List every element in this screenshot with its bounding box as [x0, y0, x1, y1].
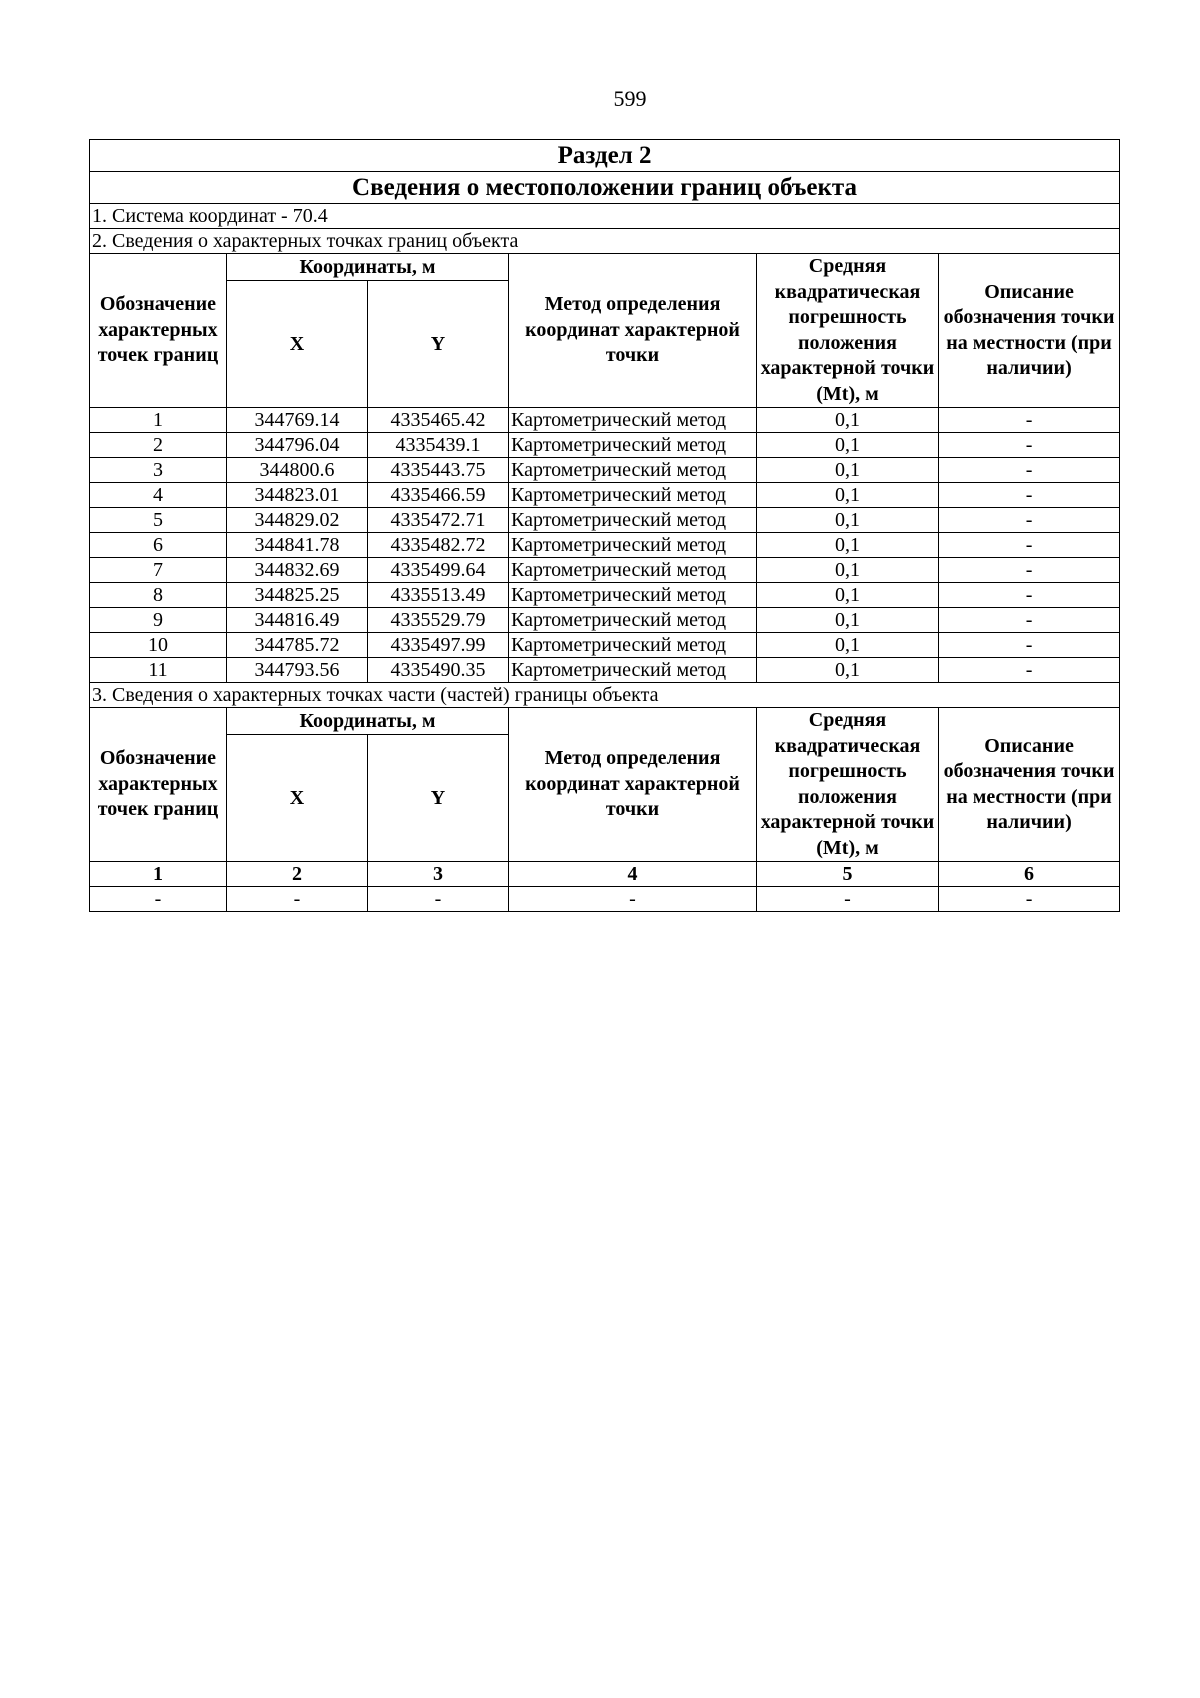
table-row [90, 608, 1120, 633]
header-method: Метод определения координат характерной точки [509, 708, 757, 862]
description-cell: - [939, 408, 1120, 433]
method-cell: Картометрический метод [509, 458, 757, 483]
y-coordinate-cell: 4335466.59 [368, 483, 509, 508]
section-title: Раздел 2 [90, 140, 1120, 172]
description-cell: - [939, 608, 1120, 633]
description-cell: - [939, 458, 1120, 483]
point-number-cell: 11 [90, 658, 227, 683]
table-row [90, 408, 1120, 433]
method-cell: Картометрический метод [509, 483, 757, 508]
x-coordinate-cell: 344841.78 [227, 533, 368, 558]
header-description: Описание обозначения точки на местности (при наличии) [939, 708, 1120, 862]
header-y: Y [368, 281, 509, 408]
header-mean-error: Средняя квадратическая погрешность положения характерной точки (Mt), м [757, 708, 939, 862]
section-subtitle: Сведения о местоположении границ объекта [90, 172, 1120, 204]
method-cell: Картометрический метод [509, 608, 757, 633]
x-coordinate-cell: - [227, 887, 368, 912]
page-number: 599 [613, 86, 647, 111]
column-number: 5 [757, 862, 939, 887]
description-cell: - [939, 533, 1120, 558]
x-coordinate-cell: 344829.02 [227, 508, 368, 533]
section-3-heading: 3. Сведения о характерных точках части (частей) границы объекта [90, 683, 1120, 708]
method-cell: Картометрический метод [509, 558, 757, 583]
point-number-cell: 9 [90, 608, 227, 633]
mean-error-cell: 0,1 [757, 583, 939, 608]
mean-error-cell: 0,1 [757, 658, 939, 683]
description-cell: - [939, 633, 1120, 658]
point-number-cell: 3 [90, 458, 227, 483]
mean-error-cell: 0,1 [757, 408, 939, 433]
section-2-heading: 2. Сведения о характерных точках границ объекта [90, 229, 1120, 254]
header-point-designation: Обозначение характерных точек границ [90, 708, 227, 862]
y-coordinate-cell: 4335465.42 [368, 408, 509, 433]
point-number-cell: 5 [90, 508, 227, 533]
table-row [90, 508, 1120, 533]
y-coordinate-cell: 4335490.35 [368, 658, 509, 683]
table-row [90, 558, 1120, 583]
header-description: Описание обозначения точки на местности (при наличии) [939, 254, 1120, 408]
coordinate-system: 1. Система координат - 70.4 [90, 204, 1120, 229]
mean-error-cell: - [757, 887, 939, 912]
x-coordinate-cell: 344825.25 [227, 583, 368, 608]
method-cell: Картометрический метод [509, 583, 757, 608]
boundary-table [89, 139, 1120, 912]
y-coordinate-cell: - [368, 887, 509, 912]
point-number-cell: 1 [90, 408, 227, 433]
header-coordinates: Координаты, м [227, 254, 509, 281]
mean-error-cell: 0,1 [757, 533, 939, 558]
point-number-cell: 6 [90, 533, 227, 558]
x-coordinate-cell: 344832.69 [227, 558, 368, 583]
x-coordinate-cell: 344793.56 [227, 658, 368, 683]
x-coordinate-cell: 344785.72 [227, 633, 368, 658]
header-y: Y [368, 735, 509, 862]
description-cell: - [939, 558, 1120, 583]
method-cell: Картометрический метод [509, 408, 757, 433]
description-cell: - [939, 433, 1120, 458]
y-coordinate-cell: 4335482.72 [368, 533, 509, 558]
y-coordinate-cell: 4335443.75 [368, 458, 509, 483]
column-number: 4 [509, 862, 757, 887]
point-number-cell: 7 [90, 558, 227, 583]
column-number: 3 [368, 862, 509, 887]
method-cell: Картометрический метод [509, 633, 757, 658]
table-row [90, 887, 1120, 912]
point-number-cell: 10 [90, 633, 227, 658]
column-number: 1 [90, 862, 227, 887]
description-cell: - [939, 583, 1120, 608]
column-number: 6 [939, 862, 1120, 887]
header-point-designation: Обозначение характерных точек границ [90, 254, 227, 408]
header-mean-error: Средняя квадратическая погрешность положения характерной точки (Mt), м [757, 254, 939, 408]
header-x: X [227, 281, 368, 408]
mean-error-cell: 0,1 [757, 458, 939, 483]
mean-error-cell: 0,1 [757, 633, 939, 658]
column-number: 2 [227, 862, 368, 887]
method-cell: Картометрический метод [509, 433, 757, 458]
header-x: X [227, 735, 368, 862]
mean-error-cell: 0,1 [757, 483, 939, 508]
x-coordinate-cell: 344823.01 [227, 483, 368, 508]
table-row [90, 458, 1120, 483]
description-cell: - [939, 508, 1120, 533]
table-row [90, 633, 1120, 658]
description-cell: - [939, 483, 1120, 508]
mean-error-cell: 0,1 [757, 608, 939, 633]
x-coordinate-cell: 344800.6 [227, 458, 368, 483]
method-cell: Картометрический метод [509, 533, 757, 558]
point-number-cell: - [90, 887, 227, 912]
table-row [90, 483, 1120, 508]
table-row [90, 433, 1120, 458]
point-number-cell: 2 [90, 433, 227, 458]
point-number-cell: 8 [90, 583, 227, 608]
header-coordinates: Координаты, м [227, 708, 509, 735]
mean-error-cell: 0,1 [757, 433, 939, 458]
x-coordinate-cell: 344816.49 [227, 608, 368, 633]
x-coordinate-cell: 344796.04 [227, 433, 368, 458]
y-coordinate-cell: 4335497.99 [368, 633, 509, 658]
point-number-cell: 4 [90, 483, 227, 508]
description-cell: - [939, 887, 1120, 912]
mean-error-cell: 0,1 [757, 558, 939, 583]
x-coordinate-cell: 344769.14 [227, 408, 368, 433]
method-cell: Картометрический метод [509, 508, 757, 533]
y-coordinate-cell: 4335513.49 [368, 583, 509, 608]
table-row [90, 658, 1120, 683]
method-cell: Картометрический метод [509, 658, 757, 683]
y-coordinate-cell: 4335439.1 [368, 433, 509, 458]
y-coordinate-cell: 4335499.64 [368, 558, 509, 583]
header-method: Метод определения координат характерной точки [509, 254, 757, 408]
mean-error-cell: 0,1 [757, 508, 939, 533]
method-cell: - [509, 887, 757, 912]
table-row [90, 583, 1120, 608]
description-cell: - [939, 658, 1120, 683]
y-coordinate-cell: 4335472.71 [368, 508, 509, 533]
y-coordinate-cell: 4335529.79 [368, 608, 509, 633]
table-row [90, 533, 1120, 558]
